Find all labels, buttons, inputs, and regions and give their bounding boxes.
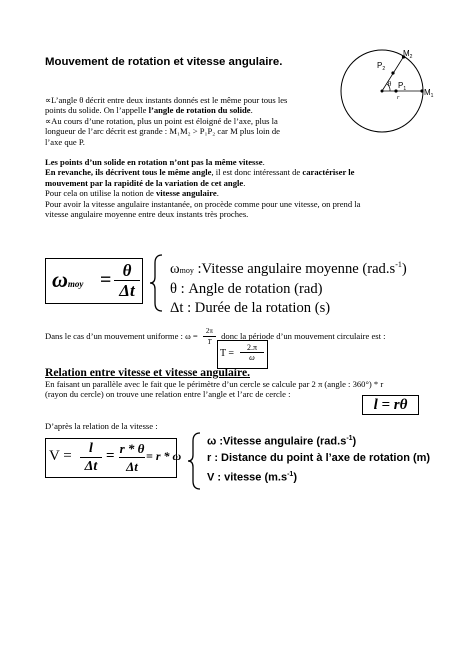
omega-symbol: ωmoy xyxy=(52,267,84,292)
label-m2: $M_2$ xyxy=(403,49,413,60)
equals-sign: = xyxy=(100,269,112,291)
intro-line: points du solide. On l’appelle l’angle de rotation du solide. xyxy=(45,105,253,116)
section2-line: (rayon du cercle) on trouve une relation entre l’angle et l’arc de cercle : xyxy=(45,389,291,400)
speed-formula-box xyxy=(45,438,182,478)
section-heading: Relation entre vitesse et vitesse angulaire. xyxy=(45,366,250,379)
section2-line: En faisant un parallèle avec le fait que le périmètre d’un cercle se calcule par 2 π (angle : 360°) * r xyxy=(45,379,384,389)
left-brace-icon-2 xyxy=(186,431,204,491)
legend-v: V : vitesse $(m.s^{-1})$ xyxy=(207,470,297,484)
points-line: En revanche, ils décrivent tous le même angle, il est donc intéressant de caractériser le xyxy=(45,167,355,178)
intro-line: l’axe que P. xyxy=(45,136,85,147)
speed-fraction-2: r * θ Δt xyxy=(119,441,145,474)
formula-fraction: θ Δt xyxy=(114,261,140,300)
label-m1: $M_1$ xyxy=(424,88,434,99)
intro-line: ∝L’angle θ décrit entre deux instants donnés est le même pour tous les xyxy=(45,95,288,105)
period-label: T = xyxy=(220,348,235,359)
label-theta: θ xyxy=(388,80,392,88)
points-paragraph xyxy=(45,157,445,219)
label-p1: $P_1$ xyxy=(398,81,407,92)
label-p2: $P_2$ xyxy=(377,61,386,72)
arc-formula-box: l = rθ xyxy=(362,395,419,415)
left-brace-icon xyxy=(148,253,166,313)
legend-omega-moy: ωmoy :Vitesse angulaire moyenne $(rad.s^{-1})$ xyxy=(170,260,407,277)
speed-fraction-1: l Δt xyxy=(80,440,102,475)
uniform-motion-line: Dans le cas d’un mouvement uniforme : ω = $\frac{2\pi}{T}$ donc la période d’un mouvement circulaire est : xyxy=(45,327,386,347)
legend-theta: θ : Angle de rotation (rad) xyxy=(170,280,323,297)
rotation-diagram xyxy=(330,46,440,146)
equals-sign-2: = xyxy=(106,448,115,464)
omega-formula-box xyxy=(45,258,143,304)
legend-omega: ω :Vitesse angulaire $(rad.s^{-1})$ xyxy=(207,435,357,448)
legend-delta-t: Δt : Durée de la rotation (s) xyxy=(170,299,331,316)
points-line: vitesse angulaire moyenne entre deux instants très proches. xyxy=(45,209,249,220)
intro-line: ∝Au cours d’une rotation, plus un point est éloigné de l’axe, plus la xyxy=(45,115,278,126)
page-title: Mouvement de rotation et vitesse angulaire. xyxy=(45,56,283,68)
intro-line: longueur de l’arc décrit est grande : M₁M₂ > P₁P₂ car M plus loin de xyxy=(45,126,280,137)
label-r: r xyxy=(397,95,400,101)
center-point xyxy=(381,90,384,93)
points-line: mouvement par la rapidité de la variation de cet angle. xyxy=(45,177,246,188)
point-p2 xyxy=(391,71,394,74)
points-line: Pour avoir la vitesse angulaire instantanée, on procède comme pour une vitesse, on prend la xyxy=(45,198,361,209)
speed-legend xyxy=(207,431,430,486)
speed-label: V = xyxy=(49,448,72,464)
speed-result: = r * ω xyxy=(146,449,182,463)
intro-paragraph xyxy=(45,95,335,147)
omega-legend xyxy=(170,255,407,318)
points-line: Pour cela on utilise la notion de vitesse angulaire. xyxy=(45,188,219,199)
period-formula-box xyxy=(217,340,268,369)
period-fraction: 2.π ω xyxy=(240,343,264,362)
speed-relation-intro: D’après la relation de la vitesse : xyxy=(45,421,158,431)
legend-r: r : Distance du point à l’axe de rotation (m) xyxy=(207,452,431,465)
uniform-fraction: $\frac{2\pi}{T}$ xyxy=(203,326,216,348)
points-line: Les points d’un solide en rotation n’ont pas la même vitesse. xyxy=(45,157,265,167)
